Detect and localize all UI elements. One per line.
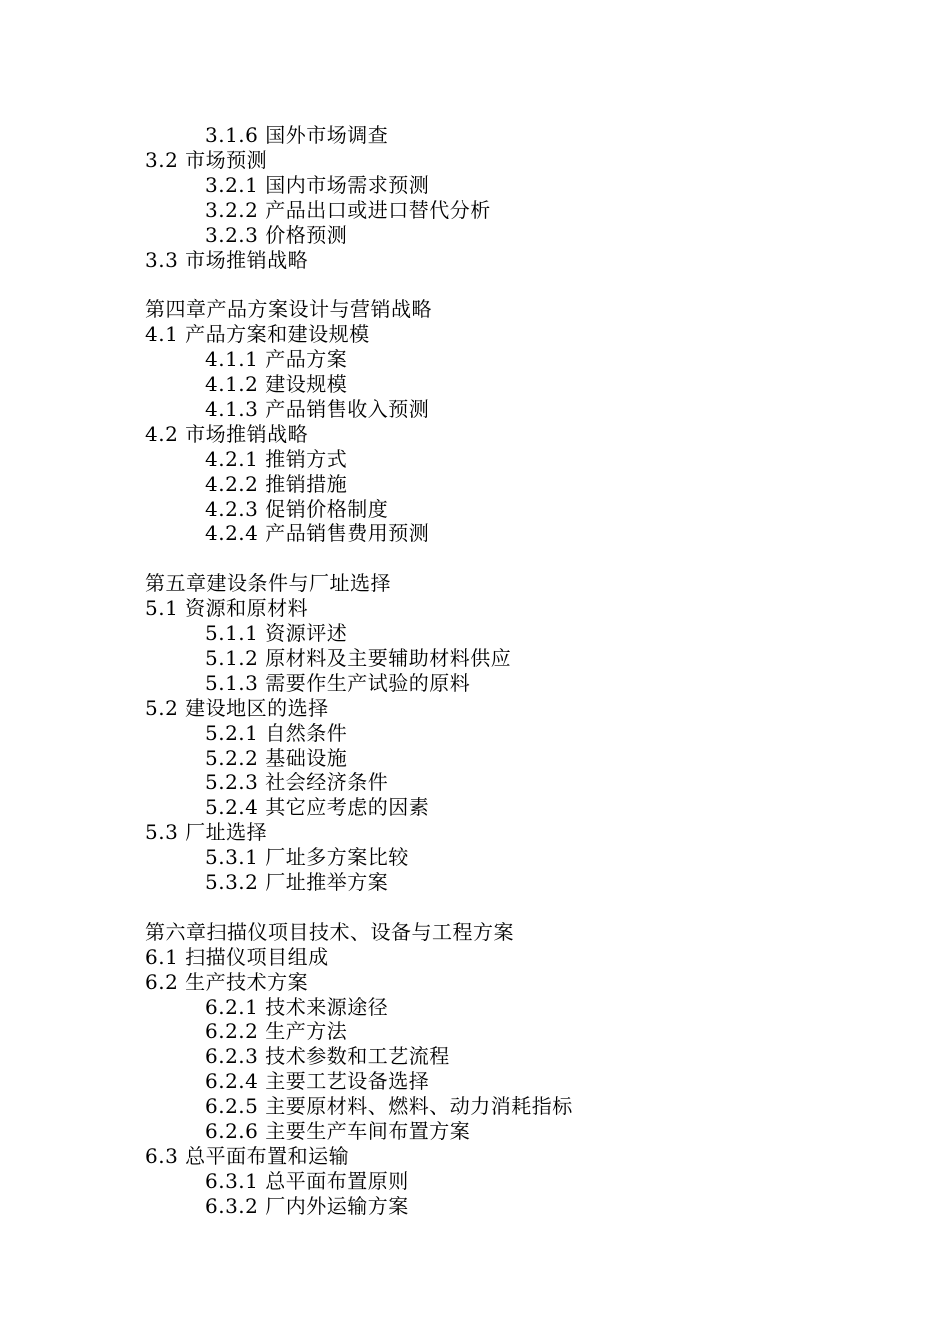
toc-subsection: 4.2.1 推销方式 <box>205 446 348 471</box>
toc-section: 3.2 市场预测 <box>145 147 268 172</box>
toc-subsection: 5.3.2 厂址推举方案 <box>205 870 389 894</box>
toc-section: 4.2 市场推销战略 <box>145 421 309 446</box>
toc-subsection: 5.1.3 需要作生产试验的原料 <box>205 670 471 695</box>
toc-subsection: 5.3.1 厂址多方案比较 <box>205 845 409 870</box>
toc-subsection: 5.2.4 其它应考虑的因素 <box>205 795 430 820</box>
toc-subsection: 3.2.3 价格预测 <box>205 222 348 247</box>
toc-subsection: 5.2.3 社会经济条件 <box>205 770 389 795</box>
toc-subsection: 4.1.2 建设规模 <box>205 372 348 396</box>
toc-subsection: 3.2.2 产品出口或进口替代分析 <box>205 197 491 222</box>
toc-subsection: 3.1.6 国外市场调查 <box>205 123 389 147</box>
toc-section: 6.3 总平面布置和运输 <box>145 1143 350 1168</box>
toc-subsection: 4.2.3 促销价格制度 <box>205 496 389 521</box>
chapter-heading: 第六章扫描仪项目技术、设备与工程方案 <box>145 919 514 944</box>
toc-section: 6.1 扫描仪项目组成 <box>145 944 329 969</box>
toc-subsection: 6.2.2 生产方法 <box>205 1019 348 1044</box>
toc-subsection: 5.1.1 资源评述 <box>205 621 348 645</box>
toc-section: 5.2 建设地区的选择 <box>145 695 329 720</box>
toc-subsection: 6.2.4 主要工艺设备选择 <box>205 1069 430 1094</box>
toc-section: 6.2 生产技术方案 <box>145 969 309 994</box>
toc-section: 4.1 产品方案和建设规模 <box>145 322 370 347</box>
toc-subsection: 4.1.1 产品方案 <box>205 347 348 372</box>
toc-subsection: 6.2.3 技术参数和工艺流程 <box>205 1044 450 1069</box>
chapter-heading: 第四章产品方案设计与营销战略 <box>145 297 432 322</box>
toc-subsection: 6.3.1 总平面布置原则 <box>205 1168 409 1193</box>
toc-subsection: 4.1.3 产品销售收入预测 <box>205 396 430 421</box>
toc-subsection: 4.2.2 推销措施 <box>205 471 348 496</box>
toc-subsection: 6.2.1 技术来源途径 <box>205 994 389 1019</box>
toc-subsection: 5.1.2 原材料及主要辅助材料供应 <box>205 645 512 670</box>
toc-section: 3.3 市场推销战略 <box>145 247 309 272</box>
toc-subsection: 6.2.6 主要生产车间布置方案 <box>205 1119 471 1143</box>
toc-subsection: 4.2.4 产品销售费用预测 <box>205 521 430 546</box>
toc-subsection: 6.2.5 主要原材料、燃料、动力消耗指标 <box>205 1094 573 1119</box>
toc-section: 5.3 厂址选择 <box>145 820 268 845</box>
toc-subsection: 5.2.1 自然条件 <box>205 720 348 745</box>
toc-subsection: 6.3.2 厂内外运输方案 <box>205 1193 409 1218</box>
toc-section: 5.1 资源和原材料 <box>145 596 309 621</box>
toc-subsection: 5.2.2 基础设施 <box>205 745 348 770</box>
toc-subsection: 3.2.1 国内市场需求预测 <box>205 172 430 197</box>
chapter-heading: 第五章建设条件与厂址选择 <box>145 571 391 596</box>
